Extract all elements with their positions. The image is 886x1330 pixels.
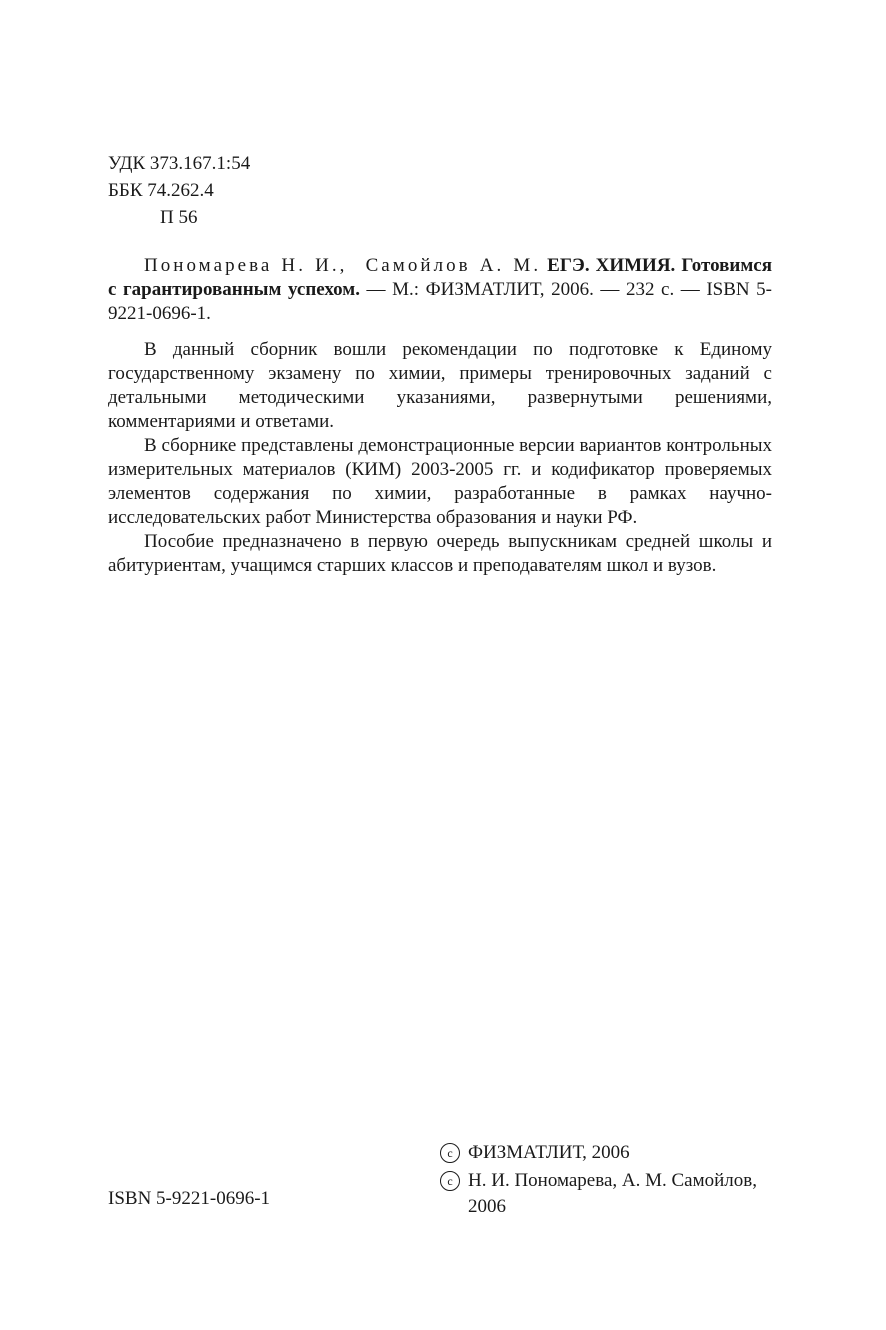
copyright-icon: c bbox=[440, 1143, 460, 1163]
imprint: — М.: ФИЗМАТЛИТ, 2006. — 232 с. — ISBN 5-9221-0696-1. bbox=[108, 279, 773, 324]
author-1: Пономарева Н. И., bbox=[144, 255, 348, 276]
copyright-authors bbox=[440, 1168, 780, 1220]
udk-code: УДК 373.167.1:54 bbox=[108, 153, 251, 174]
copyright-block bbox=[440, 1140, 780, 1220]
description-paragraph: В сборнике представлены демонстрационные версии вариантов контрольных измерительных материалов (КИМ) 2003-2005 гг. и кодификатор проверяемых элементов содержания по химии, разработанные в рамках научно-исследовательских работ Министерства образования и науки РФ. bbox=[108, 435, 772, 528]
bibliographic-abstract bbox=[108, 254, 772, 578]
bbk-code: ББК 74.262.4 bbox=[108, 180, 214, 201]
isbn-number: ISBN 5-9221-0696-1 bbox=[108, 1188, 271, 1209]
citation bbox=[108, 254, 772, 326]
book-title: ЕГЭ. ХИМИЯ. Готовимся с гарантированным успехом. bbox=[108, 255, 772, 300]
author-mark: П 56 bbox=[160, 207, 198, 228]
description-paragraph: В данный сборник вошли рекомендации по подготовке к Единому государственному экзамену по химии, примеры тренировочных заданий с детальными методическими указаниями, развернутыми решениями, комментариями и ответами. bbox=[108, 339, 772, 432]
copyright-icon: c bbox=[440, 1171, 460, 1191]
description-paragraph: Пособие предназначено в первую очередь выпускникам средней школы и абитуриентам, учащимся старших классов и преподавателям школ и вузов. bbox=[108, 531, 772, 576]
classification-codes bbox=[108, 150, 250, 231]
copyright-publisher-text: ФИЗМАТЛИТ, 2006 bbox=[468, 1142, 630, 1163]
copyright-authors-text: Н. И. Пономарева, А. М. Самойлов, 2006 bbox=[468, 1170, 757, 1217]
author-2: Самойлов А. М. bbox=[365, 255, 542, 276]
copyright-publisher bbox=[440, 1140, 780, 1166]
